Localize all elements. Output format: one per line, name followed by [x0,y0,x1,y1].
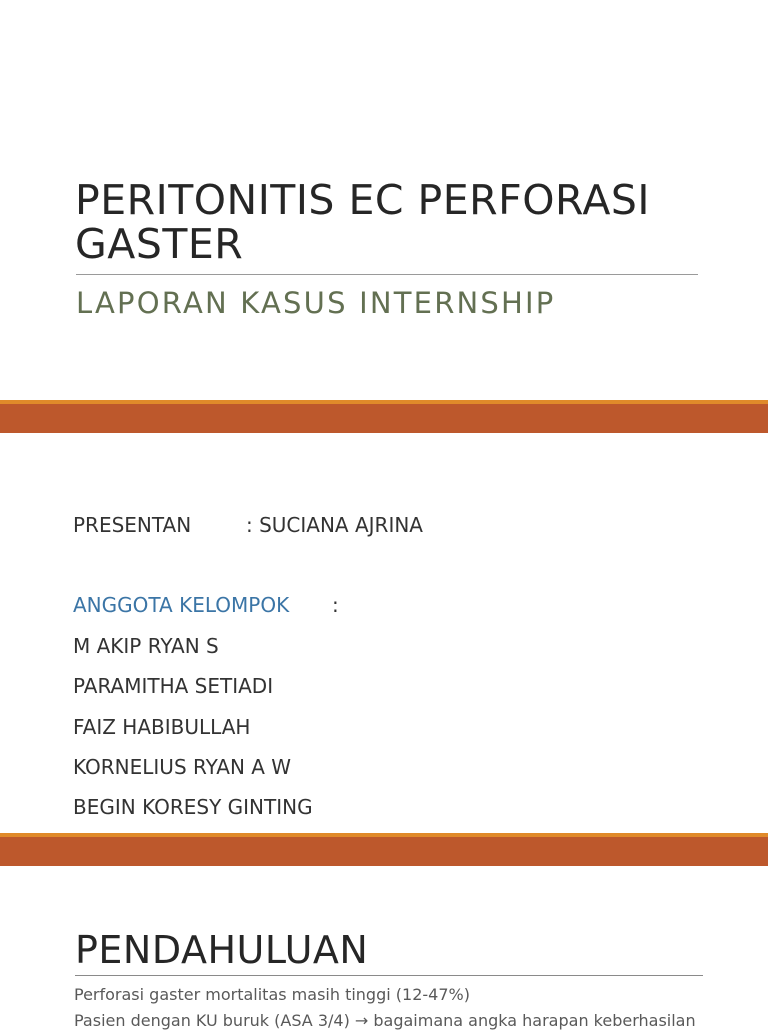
member-item: FAIZ HABIBULLAH [73,715,251,739]
section-divider [75,975,703,976]
members-label: ANGGOTA KELOMPOK [73,593,290,617]
slide-separator [0,833,768,866]
title-divider [76,274,698,275]
presenter-slide [0,433,768,833]
body-line: Pasien dengan KU buruk (ASA 3/4) → bagaimana angka harapan keberhasilan [74,1011,696,1030]
members-colon: : [332,593,339,617]
body-line: Perforasi gaster mortalitas masih tinggi (12-47%) [74,985,470,1004]
member-item: KORNELIUS RYAN A W [73,755,292,779]
section-title: PENDAHULUAN [75,928,369,972]
slide-subtitle: LAPORAN KASUS INTERNSHIP [76,286,556,320]
member-item: BEGIN KORESY GINTING [73,795,313,819]
slide-separator [0,400,768,433]
presenter-label: PRESENTAN [73,513,192,537]
title-slide [0,0,768,400]
presenter-value: : SUCIANA AJRINA [246,513,423,537]
member-item: M AKIP RYAN S [73,634,219,658]
slide-title: PERITONITIS EC PERFORASI GASTER [75,176,651,268]
member-item: PARAMITHA SETIADI [73,674,274,698]
intro-slide [0,866,768,1030]
